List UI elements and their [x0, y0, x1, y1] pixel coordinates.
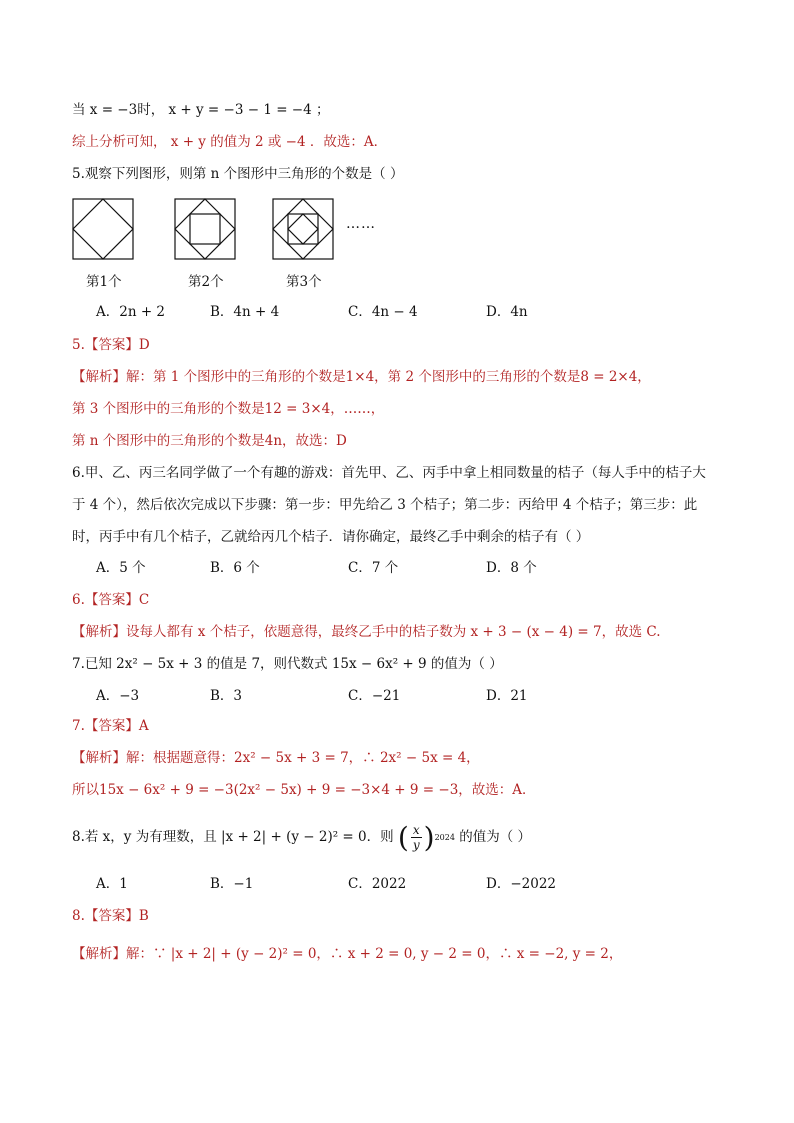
figure-3: [272, 198, 334, 260]
fraction-denominator: y: [412, 838, 420, 852]
q5-option-b: B．4n + 4: [210, 304, 280, 320]
q8-suffix: 的值为（ ）: [459, 829, 532, 845]
q8-option-c: C．2022: [348, 876, 407, 892]
figure-1: [72, 198, 134, 260]
figure-label-1: 第1个: [86, 274, 122, 290]
figure-label-3: 第3个: [286, 274, 322, 290]
q7-explanation-1: [72, 748, 734, 768]
question-5: 5.观察下列图形，则第 n 个图形中三角形的个数是（ ）: [72, 166, 404, 182]
q5-explanation-1: 【解析】解：第 1 个图形中的三角形的个数是1×4，第 2 个图形中的三角形的个数是8 = 2×4，: [72, 369, 651, 385]
q6-option-c: C．7 个: [348, 560, 399, 576]
q7-option-b: B．3: [210, 688, 243, 704]
q6-option-d: D．8 个: [486, 560, 537, 576]
q7-explanation-2-text: 所以15x − 6x² + 9 = −3(2x² − 5x) + 9 = −3×4 + 9 = −3，故选：A．: [72, 782, 536, 798]
q7-answer: 7.【答案】A: [72, 718, 149, 734]
q8-prefix: 8.若 x，y 为有理数，且 |x + 2| + (y − 2)² = 0．则: [72, 829, 394, 845]
fraction-numerator: x: [412, 823, 420, 837]
q5-explanation-2: 第 3 个图形中的三角形的个数是12 = 3×4，……，: [72, 401, 385, 417]
q8-option-d: D．−2022: [486, 876, 556, 892]
q7-explanation-2: [72, 780, 734, 800]
question-6-line-2: 于 4 个），然后依次完成以下步骤：第一步：甲先给乙 3 个桔子；第二步：丙给甲 4 个桔子；第三步：此: [72, 497, 698, 513]
fraction: [411, 823, 422, 852]
q5-answer: 5.【答案】D: [72, 337, 150, 353]
q8-explanation: 【解析】解：∵ |x + 2| + (y − 2)² = 0，∴ x + 2 = 0, y − 2 = 0，∴ x = −2, y = 2，: [72, 946, 623, 962]
solution-conclusion: 综上分析可知， x + y 的值为 2 或 −4 ．故选：A．: [72, 134, 388, 150]
q5-explanation-3: 第 n 个图形中的三角形的个数是4n，故选：D: [72, 433, 347, 449]
q7-option-a: A．−3: [96, 688, 140, 704]
q7-option-d: D．21: [486, 688, 528, 704]
q8-fraction-power: [398, 821, 455, 855]
q8-option-b: B．−1: [210, 876, 254, 892]
exponent: 2024: [434, 832, 455, 842]
q5-option-a: A．2n + 2: [96, 304, 166, 320]
q6-option-b: B．6 个: [210, 560, 260, 576]
q7-option-c: C．−21: [348, 688, 401, 704]
right-paren: ): [423, 820, 435, 854]
q6-answer: 6.【答案】C: [72, 592, 150, 608]
question-6-line-3: 时，丙手中有几个桔子，乙就给丙几个桔子．请你确定，最终乙手中剩余的桔子有（ ）: [72, 529, 590, 545]
q5-option-c: C．4n − 4: [348, 304, 418, 320]
question-7: 7.已知 2x² − 5x + 3 的值是 7，则代数式 15x − 6x² + 9 的值为（ ）: [72, 656, 503, 672]
left-paren: (: [397, 820, 409, 854]
q8-option-a: A．1: [96, 876, 128, 892]
figure-label-2: 第2个: [188, 274, 224, 290]
q6-explanation: 【解析】设每人都有 x 个桔子，依题意得，最终乙手中的桔子数为 x + 3 − (x − 4) = 7，故选 C.: [72, 624, 661, 640]
solution-line-1: 当 x = −3时， x + y = −3 − 1 = −4 ；: [72, 102, 330, 118]
figure-ellipsis: ……: [346, 216, 376, 232]
question-6-line-1: 6.甲、乙、丙三名同学做了一个有趣的游戏：首先甲、乙、丙手中拿上相同数量的桔子（每人手中的桔子大: [72, 465, 706, 481]
q8-answer: 8.【答案】B: [72, 908, 149, 924]
figure-2: [174, 198, 236, 260]
question-8: [72, 820, 734, 855]
q7-explanation-1-text: 【解析】解：根据题意得：2x² − 5x + 3 = 7，∴ 2x² − 5x = 4，: [72, 750, 480, 766]
q5-option-d: D．4n: [486, 304, 528, 320]
q6-option-a: A．5 个: [96, 560, 146, 576]
